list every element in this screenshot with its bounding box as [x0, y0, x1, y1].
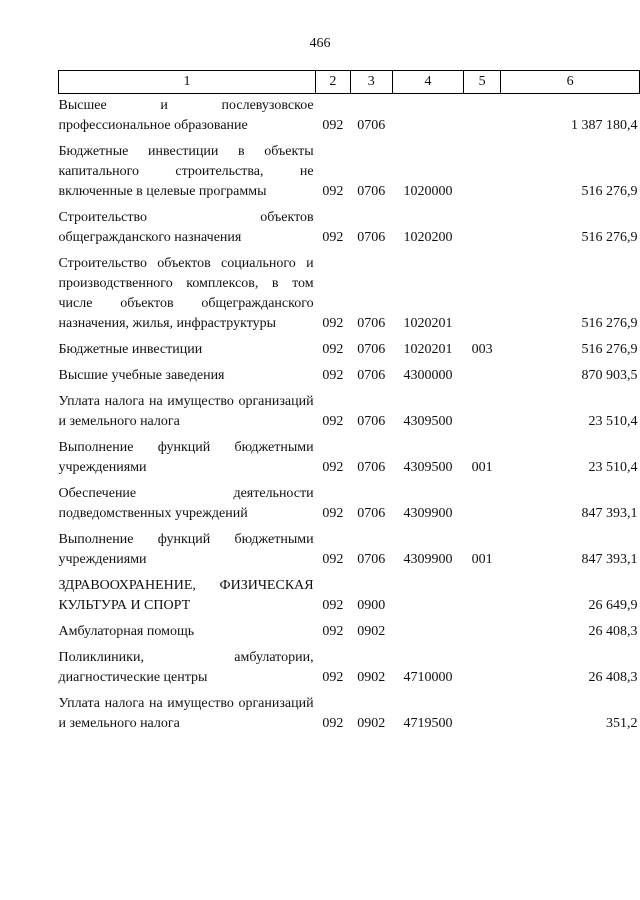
row-name: Высшие учебные заведения — [58, 368, 225, 383]
row-name: Уплата налога на имущество организаций и земельного налога — [58, 394, 314, 429]
row-target-code: 4309900 — [403, 552, 453, 567]
row-section-code: 0902 — [357, 716, 386, 731]
table-row — [59, 688, 640, 734]
row-expense-type-code — [464, 94, 501, 137]
row-name: ЗДРАВООХРАНЕНИЕ, ФИЗИЧЕСКАЯ КУЛЬТУРА И СПОРТ — [58, 578, 314, 613]
table-row — [59, 136, 640, 202]
column-header-5: 5 — [464, 71, 501, 94]
row-section-code: 0706 — [357, 460, 386, 475]
row-grbs-code: 092 — [322, 184, 344, 199]
table-row — [59, 334, 640, 360]
table-row — [59, 478, 640, 524]
row-name: Строительство объектов общегражданского назначения — [58, 210, 314, 245]
row-amount: 516 276,9 — [581, 184, 638, 199]
row-expense-type-code: 001 — [471, 552, 493, 567]
row-name: Выполнение функций бюджетными учреждениями — [58, 440, 314, 475]
row-target-code: 4309900 — [403, 506, 453, 521]
row-amount: 516 276,9 — [581, 230, 638, 245]
row-target-code — [392, 616, 463, 642]
table-row — [59, 248, 640, 334]
row-grbs-code: 092 — [322, 118, 344, 133]
row-name: Уплата налога на имущество организаций и земельного налога — [58, 696, 314, 731]
row-grbs-code: 092 — [322, 368, 344, 383]
row-expense-type-code — [464, 478, 501, 524]
table-row — [59, 202, 640, 248]
row-target-code: 1020201 — [403, 316, 453, 331]
row-amount: 26 649,9 — [588, 598, 638, 613]
row-target-code: 4719500 — [403, 716, 453, 731]
row-name: Высшее и послевузовское профессиональное образование — [58, 98, 314, 133]
table-row — [59, 386, 640, 432]
row-amount: 23 510,4 — [588, 414, 638, 429]
row-grbs-code: 092 — [322, 624, 344, 639]
table-row — [59, 524, 640, 570]
row-expense-type-code — [464, 688, 501, 734]
row-name: Бюджетные инвестиции в объекты капитального строительства, не включенные в целевые программы — [58, 144, 314, 199]
row-section-code: 0706 — [357, 230, 386, 245]
column-header-6: 6 — [501, 71, 640, 94]
page-number: 466 — [309, 36, 331, 51]
row-name: Амбулаторная помощь — [58, 624, 195, 639]
row-section-code: 0902 — [357, 624, 386, 639]
row-expense-type-code: 003 — [471, 342, 493, 357]
row-grbs-code: 092 — [322, 598, 344, 613]
row-name: Бюджетные инвестиции — [58, 342, 203, 357]
row-amount: 351,2 — [606, 716, 638, 731]
row-amount: 516 276,9 — [581, 342, 638, 357]
row-expense-type-code — [464, 248, 501, 334]
row-amount: 23 510,4 — [588, 460, 638, 475]
row-target-code — [392, 94, 463, 137]
row-section-code: 0706 — [357, 118, 386, 133]
row-amount: 26 408,3 — [588, 670, 638, 685]
table-row — [59, 94, 640, 137]
table-row — [59, 360, 640, 386]
row-expense-type-code — [464, 360, 501, 386]
column-header-1: 1 — [59, 71, 316, 94]
row-amount: 1 387 180,4 — [571, 118, 638, 133]
row-target-code: 4309500 — [403, 414, 453, 429]
row-section-code: 0902 — [357, 670, 386, 685]
row-section-code: 0706 — [357, 342, 386, 357]
row-name: Поликлиники, амбулатории, диагностические центры — [58, 650, 314, 685]
row-grbs-code: 092 — [322, 342, 344, 357]
row-name: Обеспечение деятельности подведомственных учреждений — [58, 486, 314, 521]
row-grbs-code: 092 — [322, 316, 344, 331]
row-expense-type-code — [464, 616, 501, 642]
row-expense-type-code: 001 — [471, 460, 493, 475]
row-expense-type-code — [464, 202, 501, 248]
row-amount: 847 393,1 — [581, 552, 638, 567]
row-expense-type-code — [464, 136, 501, 202]
budget-table — [58, 70, 640, 734]
row-section-code: 0706 — [357, 506, 386, 521]
row-target-code — [392, 570, 463, 616]
table-row — [59, 616, 640, 642]
row-grbs-code: 092 — [322, 414, 344, 429]
row-expense-type-code — [464, 386, 501, 432]
row-amount: 870 903,5 — [581, 368, 638, 383]
row-target-code: 1020201 — [403, 342, 453, 357]
row-target-code: 4710000 — [403, 670, 453, 685]
row-target-code: 1020000 — [403, 184, 453, 199]
table-row — [59, 432, 640, 478]
row-name: Строительство объектов социального и производственного комплексов, в том числе объектов общегражданского назначения, жилья, инфраструктуры — [58, 256, 314, 331]
row-expense-type-code — [464, 642, 501, 688]
row-grbs-code: 092 — [322, 716, 344, 731]
column-header-3: 3 — [350, 71, 392, 94]
row-amount: 516 276,9 — [581, 316, 638, 331]
row-section-code: 0706 — [357, 316, 386, 331]
row-target-code: 4309500 — [403, 460, 453, 475]
column-header-2: 2 — [316, 71, 350, 94]
row-target-code: 4300000 — [403, 368, 453, 383]
table-row — [59, 642, 640, 688]
table-header-row — [59, 71, 640, 94]
row-name: Выполнение функций бюджетными учреждениями — [58, 532, 314, 567]
row-amount: 847 393,1 — [581, 506, 638, 521]
row-target-code: 1020200 — [403, 230, 453, 245]
row-grbs-code: 092 — [322, 460, 344, 475]
row-section-code: 0706 — [357, 184, 386, 199]
column-header-4: 4 — [392, 71, 463, 94]
row-section-code: 0706 — [357, 552, 386, 567]
table-row — [59, 570, 640, 616]
row-section-code: 0706 — [357, 368, 386, 383]
row-grbs-code: 092 — [322, 506, 344, 521]
row-grbs-code: 092 — [322, 552, 344, 567]
row-section-code: 0706 — [357, 414, 386, 429]
row-expense-type-code — [464, 570, 501, 616]
row-grbs-code: 092 — [322, 230, 344, 245]
row-amount: 26 408,3 — [588, 624, 638, 639]
row-section-code: 0900 — [357, 598, 386, 613]
row-grbs-code: 092 — [322, 670, 344, 685]
